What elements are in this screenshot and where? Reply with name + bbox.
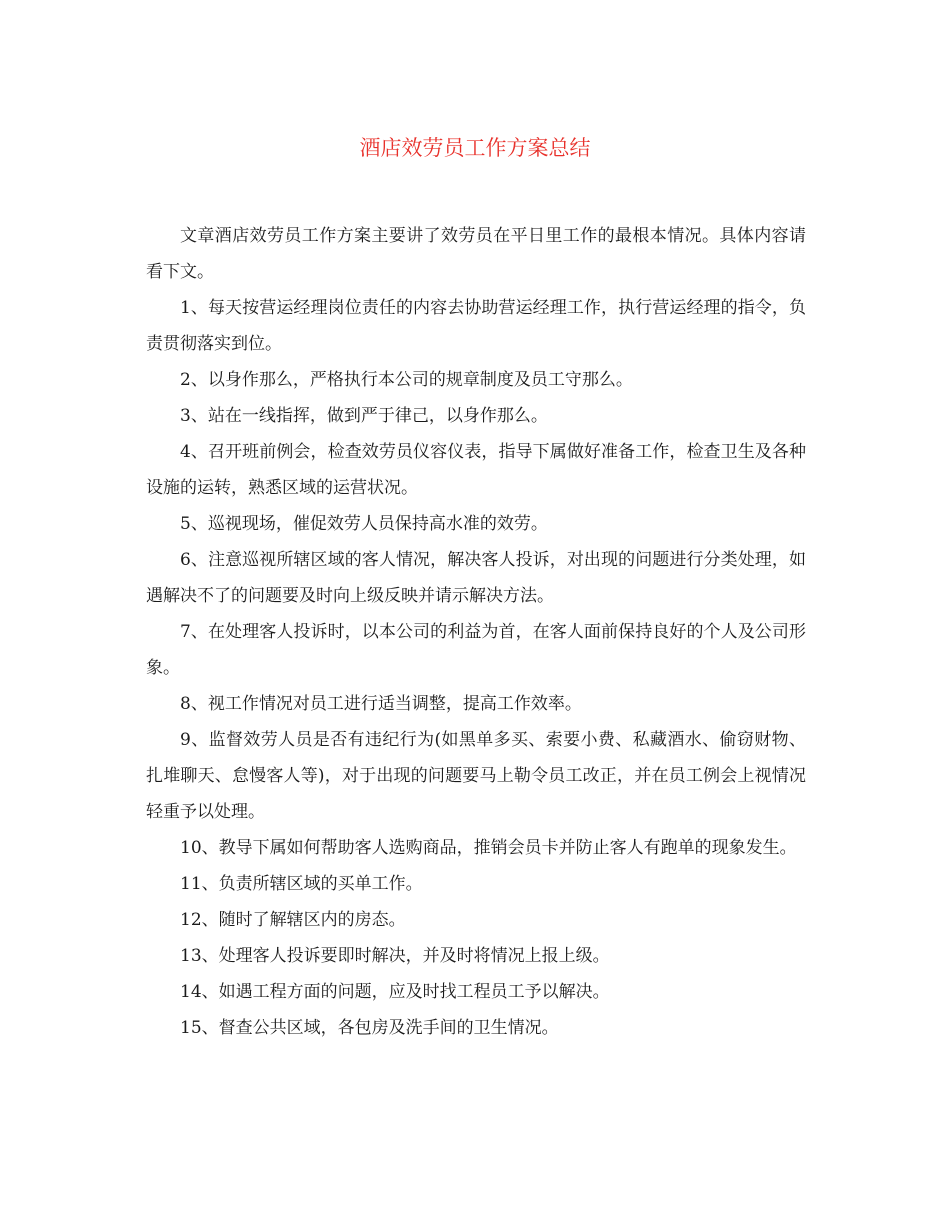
list-item-7: 7、在处理客人投诉时，以本公司的利益为首，在客人面前保持良好的个人及公司形象。 [146, 622, 806, 678]
list-item-11: 11、负责所辖区域的买单工作。 [180, 874, 423, 894]
list-item-10: 10、教导下属如何帮助客人选购商品，推销会员卡并防止客人有跑单的现象发生。 [180, 838, 797, 858]
list-item-9: 9、监督效劳人员是否有违纪行为(如黑单多买、索要小费、私藏酒水、偷窃财物、扎堆聊天、怠慢客人等)，对于出现的问题要马上勒令员工改正，并在员工例会上视情况轻重予以处理。 [146, 730, 806, 822]
intro-paragraph: 文章酒店效劳员工作方案主要讲了效劳员在平日里工作的最根本情况。具体内容请看下文。 [146, 226, 806, 282]
list-item-14: 14、如遇工程方面的问题，应及时找工程员工予以解决。 [180, 982, 610, 1002]
list-item-3: 3、站在一线指挥，做到严于律己，以身作那么。 [180, 406, 548, 426]
list-item-2: 2、以身作那么，严格执行本公司的规章制度及员工守那么。 [180, 370, 633, 390]
document-title: 酒店效劳员工作方案总结 [359, 136, 591, 160]
list-item-15: 15、督查公共区域，各包房及洗手间的卫生情况。 [180, 1018, 559, 1038]
list-item-1: 1、每天按营运经理岗位责任的内容去协助营运经理工作，执行营运经理的指令，负责贯彻落实到位。 [146, 298, 806, 354]
list-item-6: 6、注意巡视所辖区域的客人情况，解决客人投诉，对出现的问题进行分类处理，如遇解决不了的问题要及时向上级反映并请示解决方法。 [146, 550, 806, 606]
list-item-8: 8、视工作情况对员工进行适当调整，提高工作效率。 [180, 694, 582, 714]
list-item-13: 13、处理客人投诉要即时解决，并及时将情况上报上级。 [180, 946, 610, 966]
document-body [146, 218, 806, 1046]
list-item-4: 4、召开班前例会，检查效劳员仪容仪表，指导下属做好准备工作，检查卫生及各种设施的运转，熟悉区域的运营状况。 [146, 442, 806, 498]
list-item-12: 12、随时了解辖区内的房态。 [180, 910, 406, 930]
list-item-5: 5、巡视现场，催促效劳人员保持高水准的效劳。 [180, 514, 548, 534]
